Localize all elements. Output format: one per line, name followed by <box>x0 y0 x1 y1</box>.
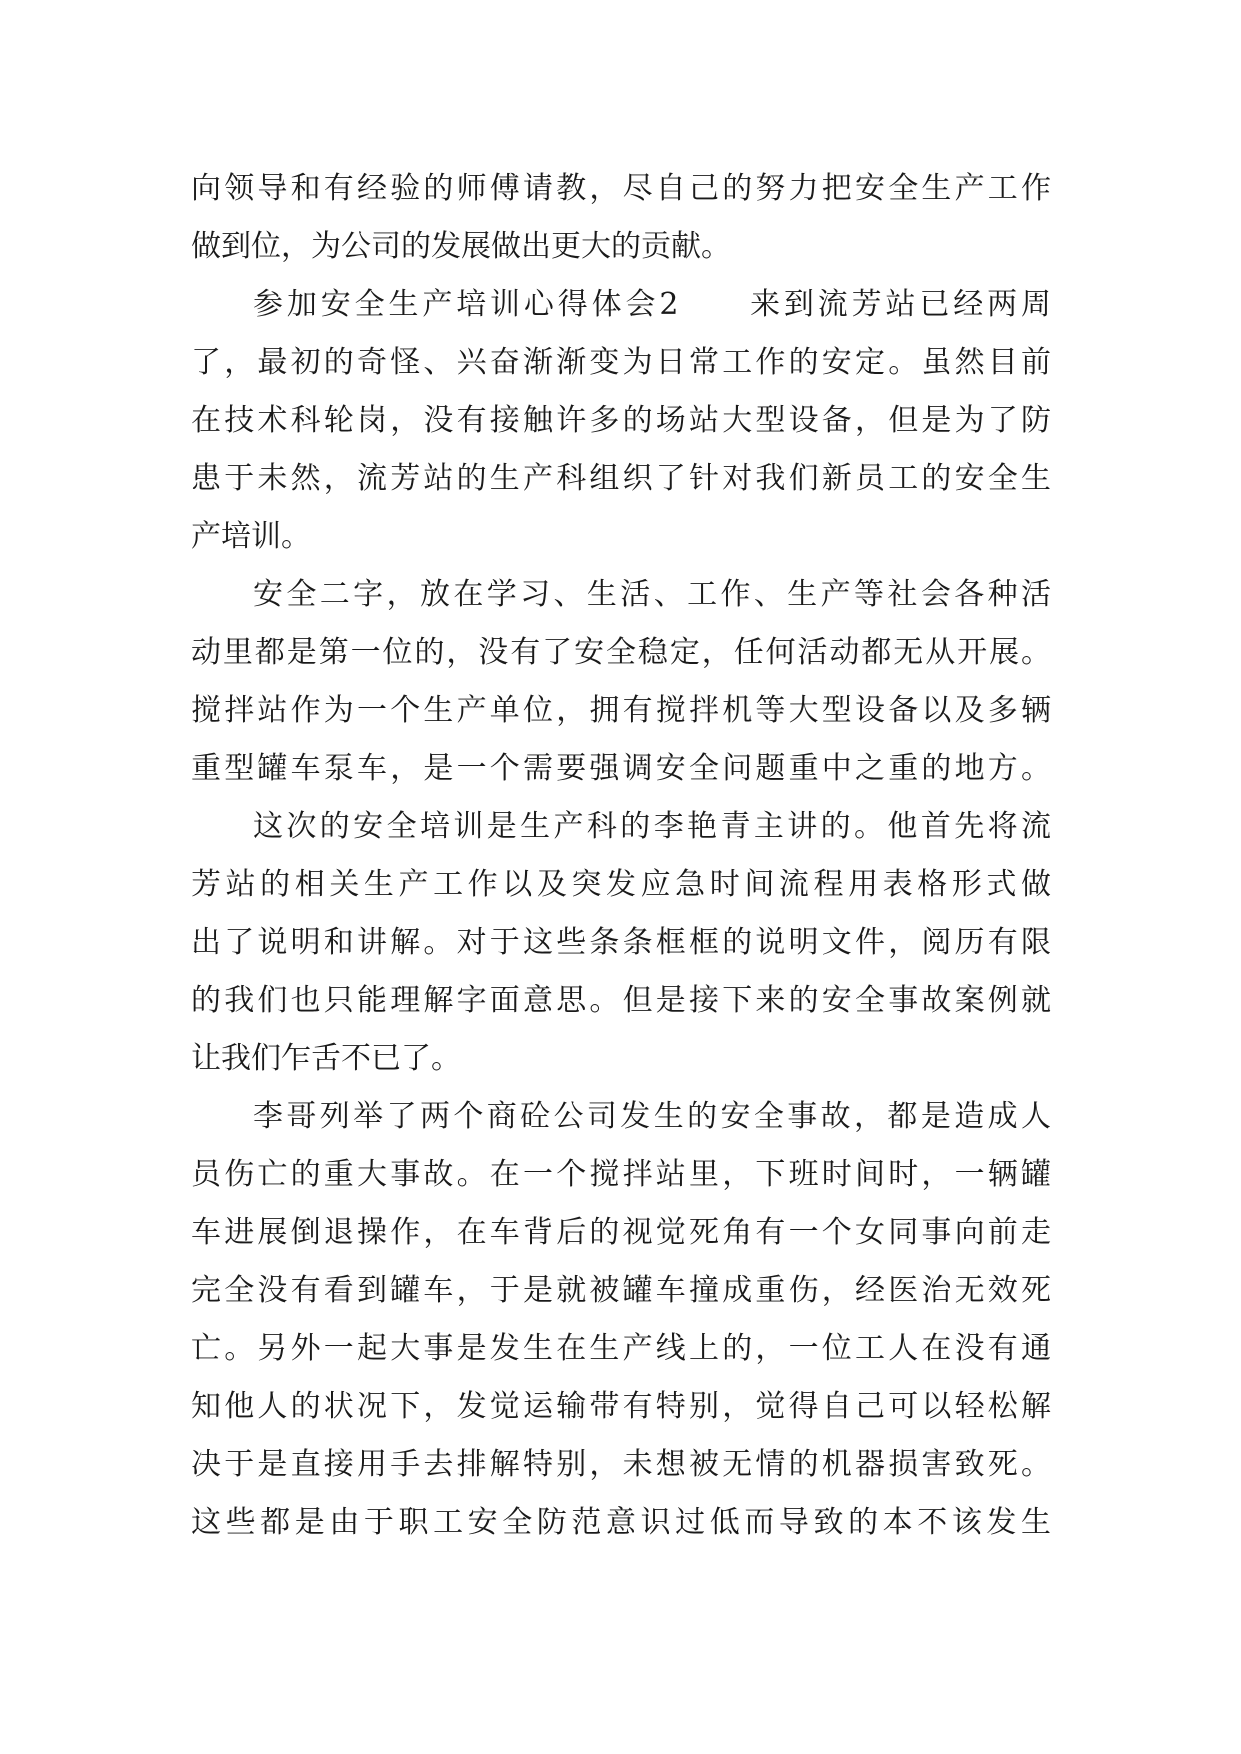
text-line: 亡。另外一起大事是发生在生产线上的，一位工人在没有通 <box>191 1331 1051 1366</box>
text-line: 做到位，为公司的发展做出更大的贡献。 <box>191 229 731 264</box>
text-line: 产培训。 <box>191 519 311 554</box>
text-line: 参加安全生产培训心得体会2 来到流芳站已经两周 <box>253 287 1051 322</box>
paragraph <box>191 566 1051 798</box>
paragraph <box>191 276 1051 566</box>
text-line: 这次的安全培训是生产科的李艳青主讲的。他首先将流 <box>253 809 1051 844</box>
text-line: 搅拌站作为一个生产单位，拥有搅拌机等大型设备以及多辆 <box>191 693 1051 728</box>
text-line: 李哥列举了两个商砼公司发生的安全事故，都是造成人 <box>253 1099 1051 1134</box>
document-body <box>191 160 1051 1552</box>
text-line: 完全没有看到罐车，于是就被罐车撞成重伤，经医治无效死 <box>191 1273 1051 1308</box>
paragraph <box>191 160 1051 276</box>
paragraph <box>191 1088 1051 1552</box>
text-line: 动里都是第一位的，没有了安全稳定，任何活动都无从开展。 <box>191 635 1051 670</box>
text-line: 让我们乍舌不已了。 <box>191 1041 461 1076</box>
text-line: 这些都是由于职工安全防范意识过低而导致的本不该发生 <box>191 1505 1051 1540</box>
text-line: 患于未然，流芳站的生产科组织了针对我们新员工的安全生 <box>191 461 1051 496</box>
text-line: 安全二字，放在学习、生活、工作、生产等社会各种活 <box>253 577 1051 612</box>
text-line: 知他人的状况下，发觉运输带有特别，觉得自己可以轻松解 <box>191 1389 1051 1424</box>
text-line: 在技术科轮岗，没有接触许多的场站大型设备，但是为了防 <box>191 403 1051 438</box>
text-line: 出了说明和讲解。对于这些条条框框的说明文件，阅历有限 <box>191 925 1051 960</box>
text-line: 了，最初的奇怪、兴奋渐渐变为日常工作的安定。虽然目前 <box>191 345 1051 380</box>
text-line: 重型罐车泵车，是一个需要强调安全问题重中之重的地方。 <box>191 751 1051 786</box>
paragraph <box>191 798 1051 1088</box>
text-line: 的我们也只能理解字面意思。但是接下来的安全事故案例就 <box>191 983 1051 1018</box>
text-line: 车进展倒退操作，在车背后的视觉死角有一个女同事向前走 <box>191 1215 1051 1250</box>
text-line: 员伤亡的重大事故。在一个搅拌站里，下班时间时，一辆罐 <box>191 1157 1051 1192</box>
text-line: 芳站的相关生产工作以及突发应急时间流程用表格形式做 <box>191 867 1051 902</box>
text-line: 向领导和有经验的师傅请教，尽自己的努力把安全生产工作 <box>191 171 1051 206</box>
text-line: 决于是直接用手去排解特别，未想被无情的机器损害致死。 <box>191 1447 1051 1482</box>
